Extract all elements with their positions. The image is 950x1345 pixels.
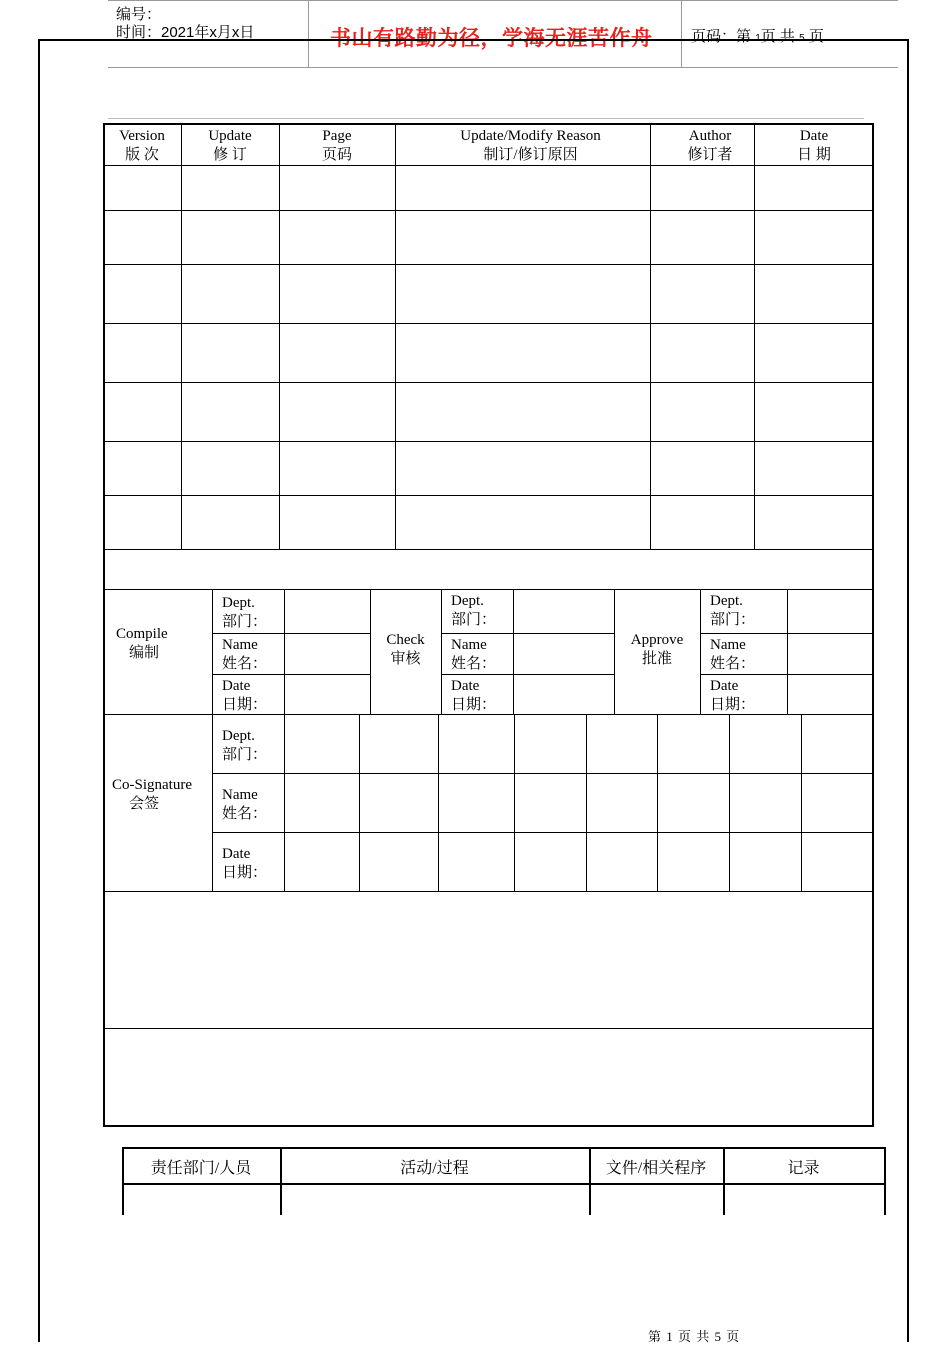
table-col-line bbox=[787, 589, 788, 714]
cosign-name-label bbox=[222, 786, 267, 824]
page-suffix: 页 bbox=[808, 28, 824, 45]
field-label-zh: 部门： bbox=[222, 747, 268, 763]
compile-name-label bbox=[222, 636, 267, 674]
table-row-line bbox=[103, 549, 874, 550]
col-header-en: Page bbox=[322, 128, 352, 144]
page-current: 1 bbox=[755, 33, 761, 44]
table-col-line bbox=[723, 1147, 725, 1215]
document-code-label: 编号： bbox=[116, 6, 162, 23]
table-row-line bbox=[103, 323, 874, 324]
field-label-zh: 部门： bbox=[222, 614, 268, 630]
table-row-line bbox=[212, 832, 874, 833]
approve-label-zh: 批准 bbox=[641, 651, 672, 667]
col-header-en: Version bbox=[119, 128, 165, 144]
table-row-line bbox=[212, 674, 370, 675]
document-time-label: 时间：2021年x月x日 bbox=[116, 24, 255, 41]
resp-header-document: 文件/相关程序 bbox=[605, 1160, 707, 1177]
field-label-en: Date bbox=[222, 678, 251, 694]
approve-label-en: Approve bbox=[630, 632, 684, 648]
approve-label bbox=[614, 631, 700, 669]
table-row-line bbox=[103, 210, 874, 211]
table-col-line bbox=[279, 123, 280, 549]
page-mid: 页 共 bbox=[760, 28, 795, 45]
field-label-en: Date bbox=[710, 678, 739, 694]
col-header-en: Update/Modify Reason bbox=[460, 128, 601, 144]
table-col-line bbox=[438, 714, 439, 891]
table-row-line bbox=[103, 1028, 874, 1029]
field-label-en: Name bbox=[222, 787, 258, 803]
table-col-line bbox=[884, 1147, 886, 1215]
table-col-line bbox=[514, 714, 515, 891]
table-row-line bbox=[103, 382, 874, 383]
table-col-line bbox=[212, 589, 213, 891]
field-label-zh: 姓名： bbox=[222, 656, 268, 672]
field-label-en: Dept. bbox=[222, 728, 255, 744]
table-row-line bbox=[103, 441, 874, 442]
table-row-line bbox=[700, 674, 874, 675]
field-label-zh: 部门： bbox=[451, 612, 497, 628]
check-date-label bbox=[451, 677, 496, 715]
frame-inner-rule bbox=[108, 118, 864, 119]
header-motto: 书山有路勤为径，学海无涯苦作舟 bbox=[330, 26, 653, 50]
compile-dept-label bbox=[222, 594, 267, 632]
table-row-line bbox=[441, 633, 614, 634]
table-row-line bbox=[103, 891, 874, 892]
cosign-dept-label bbox=[222, 727, 267, 765]
col-header-reason bbox=[395, 127, 666, 165]
resp-header-record: 记录 bbox=[787, 1160, 820, 1177]
col-header-zh: 版 次 bbox=[125, 147, 159, 163]
page-prefix: 页码：第 bbox=[691, 28, 752, 45]
check-name-label bbox=[451, 636, 496, 674]
approve-dept-label bbox=[710, 592, 755, 630]
table-row-line bbox=[103, 264, 874, 265]
field-label-en: Date bbox=[222, 846, 251, 862]
resp-table-header-rule bbox=[122, 1183, 886, 1185]
table-row-line bbox=[700, 633, 874, 634]
approve-name-label bbox=[710, 636, 755, 674]
field-label-en: Name bbox=[451, 637, 487, 653]
table-row-line bbox=[441, 674, 614, 675]
field-label-zh: 日期： bbox=[451, 697, 497, 713]
field-label-en: Dept. bbox=[222, 595, 255, 611]
cosign-label bbox=[112, 776, 192, 814]
col-header-version bbox=[103, 127, 181, 165]
table-col-line bbox=[284, 714, 285, 891]
table-col-line bbox=[650, 123, 651, 549]
col-header-zh: 日 期 bbox=[797, 147, 831, 163]
table-row-line bbox=[212, 773, 874, 774]
field-label-zh: 日期： bbox=[222, 697, 268, 713]
col-header-zh: 页码 bbox=[321, 147, 352, 163]
field-label-en: Name bbox=[222, 637, 258, 653]
table-col-line bbox=[284, 589, 285, 714]
field-label-zh: 姓名： bbox=[451, 656, 497, 672]
compile-label-zh: 编制 bbox=[129, 645, 160, 661]
field-label-en: Dept. bbox=[451, 593, 484, 609]
field-label-zh: 部门： bbox=[710, 612, 756, 628]
check-label-en: Check bbox=[386, 632, 425, 648]
resp-header-dept: 责任部门/人员 bbox=[150, 1160, 252, 1177]
col-header-date bbox=[754, 127, 874, 165]
table-row-line bbox=[212, 633, 370, 634]
check-label-zh: 审核 bbox=[390, 651, 421, 667]
table-col-line bbox=[586, 714, 587, 891]
field-label-zh: 姓名： bbox=[710, 656, 756, 672]
compile-label bbox=[116, 625, 168, 663]
field-label-zh: 姓名： bbox=[222, 806, 268, 822]
table-col-line bbox=[280, 1147, 282, 1215]
compile-date-label bbox=[222, 677, 267, 715]
check-dept-label bbox=[451, 592, 496, 630]
col-header-zh: 制订/修订原因 bbox=[483, 147, 578, 163]
table-col-line bbox=[441, 589, 442, 714]
check-label bbox=[370, 631, 441, 669]
table-col-line bbox=[729, 714, 730, 891]
header-top-rule bbox=[108, 0, 898, 1]
table-col-line bbox=[122, 1147, 124, 1215]
col-header-author bbox=[650, 127, 770, 165]
approve-date-label bbox=[710, 677, 755, 715]
table-row-line bbox=[103, 589, 874, 590]
table-col-line bbox=[395, 123, 396, 549]
field-label-zh: 日期： bbox=[222, 865, 268, 881]
col-header-en: Update bbox=[208, 128, 252, 144]
table-col-line bbox=[359, 714, 360, 891]
table-col-line bbox=[754, 123, 755, 549]
col-header-en: Date bbox=[799, 128, 829, 144]
cosign-date-label bbox=[222, 845, 267, 883]
page-total: 5 bbox=[799, 33, 805, 44]
compile-label-en: Compile bbox=[116, 626, 168, 642]
col-header-en: Author bbox=[688, 128, 732, 144]
page-footer: 第 1 页 共 5 页 bbox=[648, 1329, 741, 1344]
table-col-line bbox=[513, 589, 514, 714]
table-col-line bbox=[700, 589, 701, 714]
table-row-line bbox=[103, 495, 874, 496]
col-header-zh: 修订者 bbox=[687, 147, 733, 163]
table-col-line bbox=[657, 714, 658, 891]
cosign-label-zh: 会签 bbox=[129, 796, 160, 812]
table-col-line bbox=[181, 123, 182, 549]
table-col-line bbox=[589, 1147, 591, 1215]
field-label-zh: 日期： bbox=[710, 697, 756, 713]
table-row-line bbox=[103, 165, 874, 166]
col-header-update bbox=[181, 127, 279, 165]
cosign-label-en: Co-Signature bbox=[112, 777, 192, 793]
field-label-en: Date bbox=[451, 678, 480, 694]
table-col-line bbox=[801, 714, 802, 891]
resp-header-activity: 活动/过程 bbox=[400, 1160, 469, 1177]
field-label-en: Dept. bbox=[710, 593, 743, 609]
col-header-zh: 修 订 bbox=[213, 147, 247, 163]
resp-table-top-rule bbox=[122, 1147, 886, 1149]
col-header-page bbox=[279, 127, 395, 165]
field-label-en: Name bbox=[710, 637, 746, 653]
